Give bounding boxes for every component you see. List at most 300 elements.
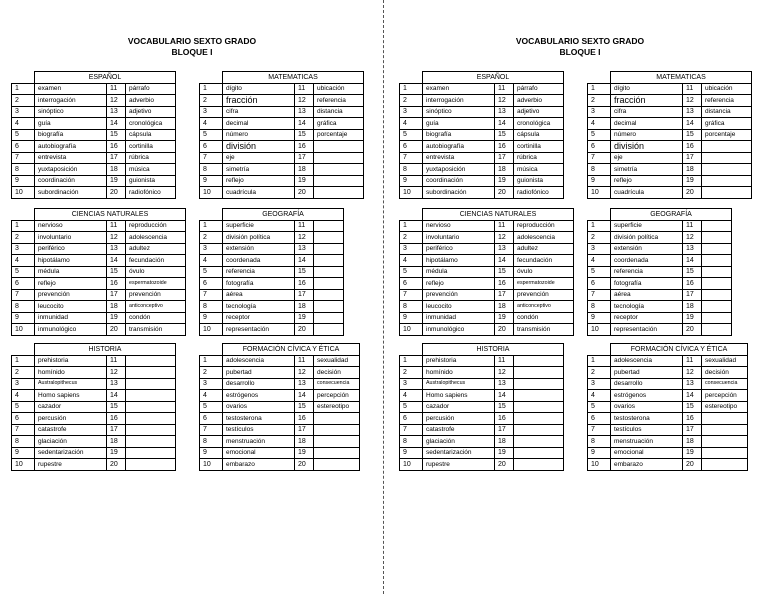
row-number: 19 xyxy=(683,312,702,324)
row-number: 1 xyxy=(12,220,35,232)
header-spacer xyxy=(200,344,223,356)
vocabulary-word: cuadrícula xyxy=(223,187,295,199)
table-row xyxy=(588,164,752,176)
table-row xyxy=(200,278,344,290)
row-number: 2 xyxy=(12,95,35,107)
vocabulary-word xyxy=(314,312,344,324)
row-number: 3 xyxy=(588,243,611,255)
row-number: 5 xyxy=(12,401,35,413)
vocabulary-word: entrevista xyxy=(423,152,495,164)
row-number: 7 xyxy=(400,289,423,301)
table-row xyxy=(12,175,176,187)
row-number: 17 xyxy=(495,152,514,164)
vocabulary-word: espermatozoide xyxy=(126,278,186,290)
vocabulary-word: extensión xyxy=(223,243,295,255)
row-number: 7 xyxy=(588,424,611,436)
row-number: 3 xyxy=(400,378,423,390)
row-number: 10 xyxy=(12,324,35,336)
row-number: 10 xyxy=(588,187,611,199)
row-number: 19 xyxy=(495,447,514,459)
row-number: 7 xyxy=(588,152,611,164)
vocabulary-word: división xyxy=(611,141,683,153)
row-number: 13 xyxy=(495,106,514,118)
vocabulary-word xyxy=(314,243,344,255)
vocabulary-word xyxy=(514,367,564,379)
vocabulary-word: párrafo xyxy=(514,83,564,95)
vocabulary-word xyxy=(514,401,564,413)
vocabulary-word: médula xyxy=(423,266,495,278)
table-row xyxy=(400,164,564,176)
vocabulary-word: inmunidad xyxy=(35,312,107,324)
table-row xyxy=(588,390,748,402)
row-number: 12 xyxy=(495,367,514,379)
header-spacer xyxy=(400,209,423,221)
table-row xyxy=(200,266,344,278)
vocabulary-word: percepción xyxy=(314,390,360,402)
row-number: 16 xyxy=(295,413,314,425)
row-number: 2 xyxy=(588,232,611,244)
row-number: 16 xyxy=(495,278,514,290)
row-number: 3 xyxy=(400,243,423,255)
vocabulary-word xyxy=(514,424,564,436)
table-row xyxy=(588,175,752,187)
vocabulary-word: embarazo xyxy=(611,459,683,471)
vocabulary-word: homínido xyxy=(423,367,495,379)
vocabulary-word: cazador xyxy=(423,401,495,413)
table-row xyxy=(200,413,360,425)
row-number: 18 xyxy=(107,436,126,448)
vocabulary-word: música xyxy=(126,164,176,176)
row-number: 14 xyxy=(107,118,126,130)
vocabulary-word: glaciación xyxy=(35,436,107,448)
vocabulary-word: música xyxy=(514,164,564,176)
table-row xyxy=(400,187,564,199)
vocabulary-word: glaciación xyxy=(423,436,495,448)
row-number: 10 xyxy=(588,459,611,471)
table-row xyxy=(200,289,344,301)
row-number: 7 xyxy=(12,424,35,436)
vocabulary-word: guía xyxy=(423,118,495,130)
row-number: 14 xyxy=(295,118,314,130)
vocabulary-word: estereotipo xyxy=(702,401,748,413)
header-spacer xyxy=(588,72,611,84)
table-row xyxy=(588,289,732,301)
table-row xyxy=(588,312,732,324)
ciencias-naturales-table xyxy=(11,208,186,336)
table-row xyxy=(12,266,186,278)
espanol-table xyxy=(11,71,176,199)
row-number: 12 xyxy=(683,95,702,107)
vocabulary-word xyxy=(126,401,176,413)
row-number: 14 xyxy=(107,390,126,402)
row-number: 6 xyxy=(200,141,223,153)
vocabulary-word: catastrofe xyxy=(423,424,495,436)
vocabulary-word: prevención xyxy=(423,289,495,301)
vocabulary-word: simetría xyxy=(611,164,683,176)
espanol-table xyxy=(399,71,564,199)
vocabulary-word: cortinilla xyxy=(126,141,176,153)
table-row xyxy=(12,232,186,244)
vocabulary-word: percusión xyxy=(423,413,495,425)
table-row xyxy=(200,106,364,118)
vocabulary-word xyxy=(314,301,344,313)
vocabulary-word: guionista xyxy=(514,175,564,187)
vocabulary-word: nervioso xyxy=(423,220,495,232)
table-row xyxy=(12,83,176,95)
row-number: 19 xyxy=(495,175,514,187)
vocabulary-word xyxy=(314,447,360,459)
row-number: 8 xyxy=(400,164,423,176)
row-number: 13 xyxy=(107,378,126,390)
vocabulary-word: fracción xyxy=(223,95,295,107)
row-number: 15 xyxy=(495,266,514,278)
row-number: 4 xyxy=(200,390,223,402)
table-row xyxy=(200,367,360,379)
row-number: 17 xyxy=(683,152,702,164)
table-row xyxy=(12,401,176,413)
row-number: 5 xyxy=(588,266,611,278)
geografia-header: GEOGRAFÍA xyxy=(611,209,732,221)
vocabulary-word: inmunológico xyxy=(35,324,107,336)
vocabulary-word xyxy=(702,278,732,290)
vocabulary-word: guía xyxy=(35,118,107,130)
vocabulary-word: desarrollo xyxy=(223,378,295,390)
vocabulary-word: Homo sapiens xyxy=(423,390,495,402)
row-number: 2 xyxy=(588,95,611,107)
vocabulary-word: transmisión xyxy=(514,324,574,336)
table-row xyxy=(400,255,574,267)
vocabulary-word: reflejo xyxy=(423,278,495,290)
table-row xyxy=(588,424,748,436)
vocabulary-word: adolescencia xyxy=(126,232,186,244)
row-number: 19 xyxy=(683,175,702,187)
row-number: 14 xyxy=(495,390,514,402)
vocabulary-word: rupestre xyxy=(423,459,495,471)
row-number: 6 xyxy=(12,141,35,153)
page-title xyxy=(0,36,384,58)
vocabulary-word: ovarios xyxy=(611,401,683,413)
row-number: 12 xyxy=(295,95,314,107)
table-row xyxy=(200,378,360,390)
vocabulary-word xyxy=(314,141,364,153)
formacion-civica-header: FORMACIÓN CÍVICA Y ÉTICA xyxy=(611,344,748,356)
table-row xyxy=(588,324,732,336)
row-number: 13 xyxy=(295,243,314,255)
row-number: 16 xyxy=(683,141,702,153)
row-number: 4 xyxy=(12,390,35,402)
vocabulary-word: consecuencia xyxy=(702,378,748,390)
table-row xyxy=(12,424,176,436)
table-row xyxy=(400,355,564,367)
vocabulary-word xyxy=(314,175,364,187)
vocabulary-word: ubicación xyxy=(702,83,752,95)
row-number: 12 xyxy=(295,367,314,379)
row-number: 17 xyxy=(107,152,126,164)
vocabulary-word: sinóptico xyxy=(423,106,495,118)
vocabulary-word: testosterona xyxy=(223,413,295,425)
vocabulary-word: rúbrica xyxy=(514,152,564,164)
vocabulary-word xyxy=(126,355,176,367)
table-row xyxy=(12,164,176,176)
row-number: 10 xyxy=(200,187,223,199)
row-number: 8 xyxy=(588,301,611,313)
row-number: 7 xyxy=(400,152,423,164)
table-row xyxy=(400,129,564,141)
table-row xyxy=(588,301,732,313)
table-row xyxy=(12,141,176,153)
row-number: 15 xyxy=(295,266,314,278)
row-number: 20 xyxy=(107,187,126,199)
row-number: 17 xyxy=(295,152,314,164)
vocabulary-word: porcentaje xyxy=(702,129,752,141)
vocabulary-word xyxy=(514,355,564,367)
vocabulary-word: anticonceptivo xyxy=(514,301,574,313)
table-row xyxy=(200,187,364,199)
row-number: 13 xyxy=(683,106,702,118)
row-number: 10 xyxy=(400,187,423,199)
header-spacer xyxy=(12,72,35,84)
row-number: 4 xyxy=(12,255,35,267)
row-number: 19 xyxy=(295,175,314,187)
row-number: 8 xyxy=(200,164,223,176)
vocabulary-word: estrógenos xyxy=(223,390,295,402)
row-number: 12 xyxy=(495,232,514,244)
row-number: 6 xyxy=(200,278,223,290)
table-row xyxy=(200,390,360,402)
vocabulary-word: prevención xyxy=(514,289,574,301)
table-row xyxy=(400,301,574,313)
row-number: 8 xyxy=(400,301,423,313)
row-number: 4 xyxy=(588,118,611,130)
table-row xyxy=(12,459,176,471)
vocabulary-word: espermatozoide xyxy=(514,278,574,290)
row-number: 5 xyxy=(400,266,423,278)
row-number: 1 xyxy=(400,355,423,367)
vocabulary-word: fecundación xyxy=(514,255,574,267)
header-spacer xyxy=(200,209,223,221)
table-row xyxy=(400,220,574,232)
row-number: 10 xyxy=(400,459,423,471)
vocabulary-word: reflejo xyxy=(35,278,107,290)
vocabulary-word xyxy=(702,255,732,267)
header-spacer xyxy=(400,72,423,84)
row-number: 8 xyxy=(588,436,611,448)
table-row xyxy=(12,106,176,118)
row-number: 18 xyxy=(295,301,314,313)
vocabulary-word: coordinación xyxy=(423,175,495,187)
table-row xyxy=(200,118,364,130)
vocabulary-word xyxy=(702,312,732,324)
vocabulary-word xyxy=(314,152,364,164)
vocabulary-word: fecundación xyxy=(126,255,186,267)
table-row xyxy=(400,401,564,413)
table-row xyxy=(200,141,364,153)
vocabulary-word: adultez xyxy=(126,243,186,255)
row-number: 16 xyxy=(107,278,126,290)
row-number: 10 xyxy=(400,324,423,336)
vocabulary-word xyxy=(702,175,752,187)
vocabulary-word xyxy=(314,278,344,290)
vocabulary-word: biografía xyxy=(423,129,495,141)
row-number: 2 xyxy=(400,367,423,379)
header-spacer xyxy=(12,344,35,356)
row-number: 3 xyxy=(12,243,35,255)
vocabulary-word: referencia xyxy=(702,95,752,107)
vocabulary-word: pubertad xyxy=(223,367,295,379)
vocabulary-word: óvulo xyxy=(514,266,574,278)
matematicas-header: MATEMATICAS xyxy=(223,72,364,84)
vocabulary-word: Homo sapiens xyxy=(35,390,107,402)
vocabulary-word: periférico xyxy=(423,243,495,255)
table-row xyxy=(400,83,564,95)
row-number: 18 xyxy=(495,436,514,448)
vocabulary-word xyxy=(702,424,748,436)
vocabulary-word xyxy=(314,266,344,278)
vocabulary-word: leucocito xyxy=(423,301,495,313)
vocabulary-word xyxy=(126,459,176,471)
table-row xyxy=(588,95,752,107)
vocabulary-word: superficie xyxy=(611,220,683,232)
row-number: 19 xyxy=(295,312,314,324)
vocabulary-word: reflejo xyxy=(611,175,683,187)
vocabulary-word xyxy=(126,413,176,425)
table-row xyxy=(588,106,752,118)
table-row xyxy=(12,255,186,267)
vocabulary-word: receptor xyxy=(223,312,295,324)
table-row xyxy=(400,278,574,290)
vocabulary-word: cifra xyxy=(223,106,295,118)
table-row xyxy=(12,187,176,199)
vocabulary-word: representación xyxy=(223,324,295,336)
row-number: 16 xyxy=(107,413,126,425)
row-number: 12 xyxy=(107,367,126,379)
row-number: 17 xyxy=(295,289,314,301)
row-number: 13 xyxy=(107,243,126,255)
row-number: 17 xyxy=(107,289,126,301)
vocabulary-word: subordinación xyxy=(35,187,107,199)
vocabulary-word: condón xyxy=(514,312,574,324)
vocabulary-word: ovarios xyxy=(223,401,295,413)
table-row xyxy=(400,289,574,301)
vocabulary-word: estereotipo xyxy=(314,401,360,413)
row-number: 14 xyxy=(683,255,702,267)
vocabulary-word: consecuencia xyxy=(314,378,360,390)
table-row xyxy=(588,367,748,379)
vocabulary-word: prehistoria xyxy=(423,355,495,367)
row-number: 1 xyxy=(588,83,611,95)
row-number: 9 xyxy=(400,447,423,459)
vocabulary-word xyxy=(126,367,176,379)
row-number: 5 xyxy=(400,129,423,141)
header-spacer xyxy=(588,209,611,221)
vocabulary-word xyxy=(702,413,748,425)
table-row xyxy=(200,164,364,176)
row-number: 9 xyxy=(400,175,423,187)
row-number: 7 xyxy=(200,289,223,301)
vocabulary-word: adolescencia xyxy=(514,232,574,244)
vocabulary-word: testosterona xyxy=(611,413,683,425)
vocabulary-word: percusión xyxy=(35,413,107,425)
table-row xyxy=(12,278,186,290)
row-number: 3 xyxy=(588,378,611,390)
vocabulary-word: fotografía xyxy=(223,278,295,290)
row-number: 12 xyxy=(683,367,702,379)
row-number: 3 xyxy=(200,243,223,255)
table-row xyxy=(400,459,564,471)
vocabulary-word: referencia xyxy=(314,95,364,107)
vocabulary-word: rúbrica xyxy=(126,152,176,164)
row-number: 1 xyxy=(200,355,223,367)
row-number: 13 xyxy=(495,243,514,255)
vocabulary-word xyxy=(702,301,732,313)
table-row xyxy=(200,401,360,413)
table-row xyxy=(588,187,752,199)
row-number: 3 xyxy=(12,106,35,118)
title-line-1: VOCABULARIO SEXTO GRADO xyxy=(515,36,645,46)
row-number: 6 xyxy=(400,278,423,290)
row-number: 16 xyxy=(107,141,126,153)
vocabulary-word: sexualidad xyxy=(314,355,360,367)
table-row xyxy=(588,278,732,290)
vocabulary-word: periférico xyxy=(35,243,107,255)
vocabulary-word: fracción xyxy=(611,95,683,107)
table-row xyxy=(400,367,564,379)
vocabulary-word: adverbio xyxy=(514,95,564,107)
row-number: 3 xyxy=(588,106,611,118)
row-number: 11 xyxy=(683,220,702,232)
vocabulary-word: Australopithecus xyxy=(423,378,495,390)
table-row xyxy=(588,378,748,390)
ciencias-naturales-table xyxy=(399,208,574,336)
table-row xyxy=(200,459,360,471)
formacion-civica-table xyxy=(587,343,748,471)
row-number: 15 xyxy=(683,401,702,413)
row-number: 9 xyxy=(588,312,611,324)
row-number: 19 xyxy=(107,175,126,187)
row-number: 14 xyxy=(295,255,314,267)
row-number: 13 xyxy=(495,378,514,390)
row-number: 12 xyxy=(495,95,514,107)
row-number: 4 xyxy=(588,255,611,267)
table-row xyxy=(12,436,176,448)
row-number: 14 xyxy=(495,255,514,267)
vocabulary-word: adverbio xyxy=(126,95,176,107)
table-row xyxy=(588,401,748,413)
row-number: 15 xyxy=(495,401,514,413)
row-number: 9 xyxy=(588,175,611,187)
row-number: 15 xyxy=(295,401,314,413)
vocabulary-word: hipotálamo xyxy=(423,255,495,267)
vocabulary-word: examen xyxy=(35,83,107,95)
table-row xyxy=(200,129,364,141)
row-number: 4 xyxy=(400,390,423,402)
row-number: 2 xyxy=(588,367,611,379)
vocabulary-word: coordinación xyxy=(35,175,107,187)
espanol-header: ESPAÑOL xyxy=(423,72,564,84)
vocabulary-word: cronológica xyxy=(126,118,176,130)
vocabulary-word: inmunidad xyxy=(423,312,495,324)
row-number: 5 xyxy=(588,129,611,141)
row-number: 4 xyxy=(400,118,423,130)
row-number: 9 xyxy=(200,447,223,459)
row-number: 10 xyxy=(12,459,35,471)
row-number: 8 xyxy=(12,164,35,176)
vocabulary-word: leucocito xyxy=(35,301,107,313)
table-row xyxy=(400,436,564,448)
vocabulary-word: menstruación xyxy=(223,436,295,448)
vocabulary-word: número xyxy=(611,129,683,141)
row-number: 16 xyxy=(683,278,702,290)
